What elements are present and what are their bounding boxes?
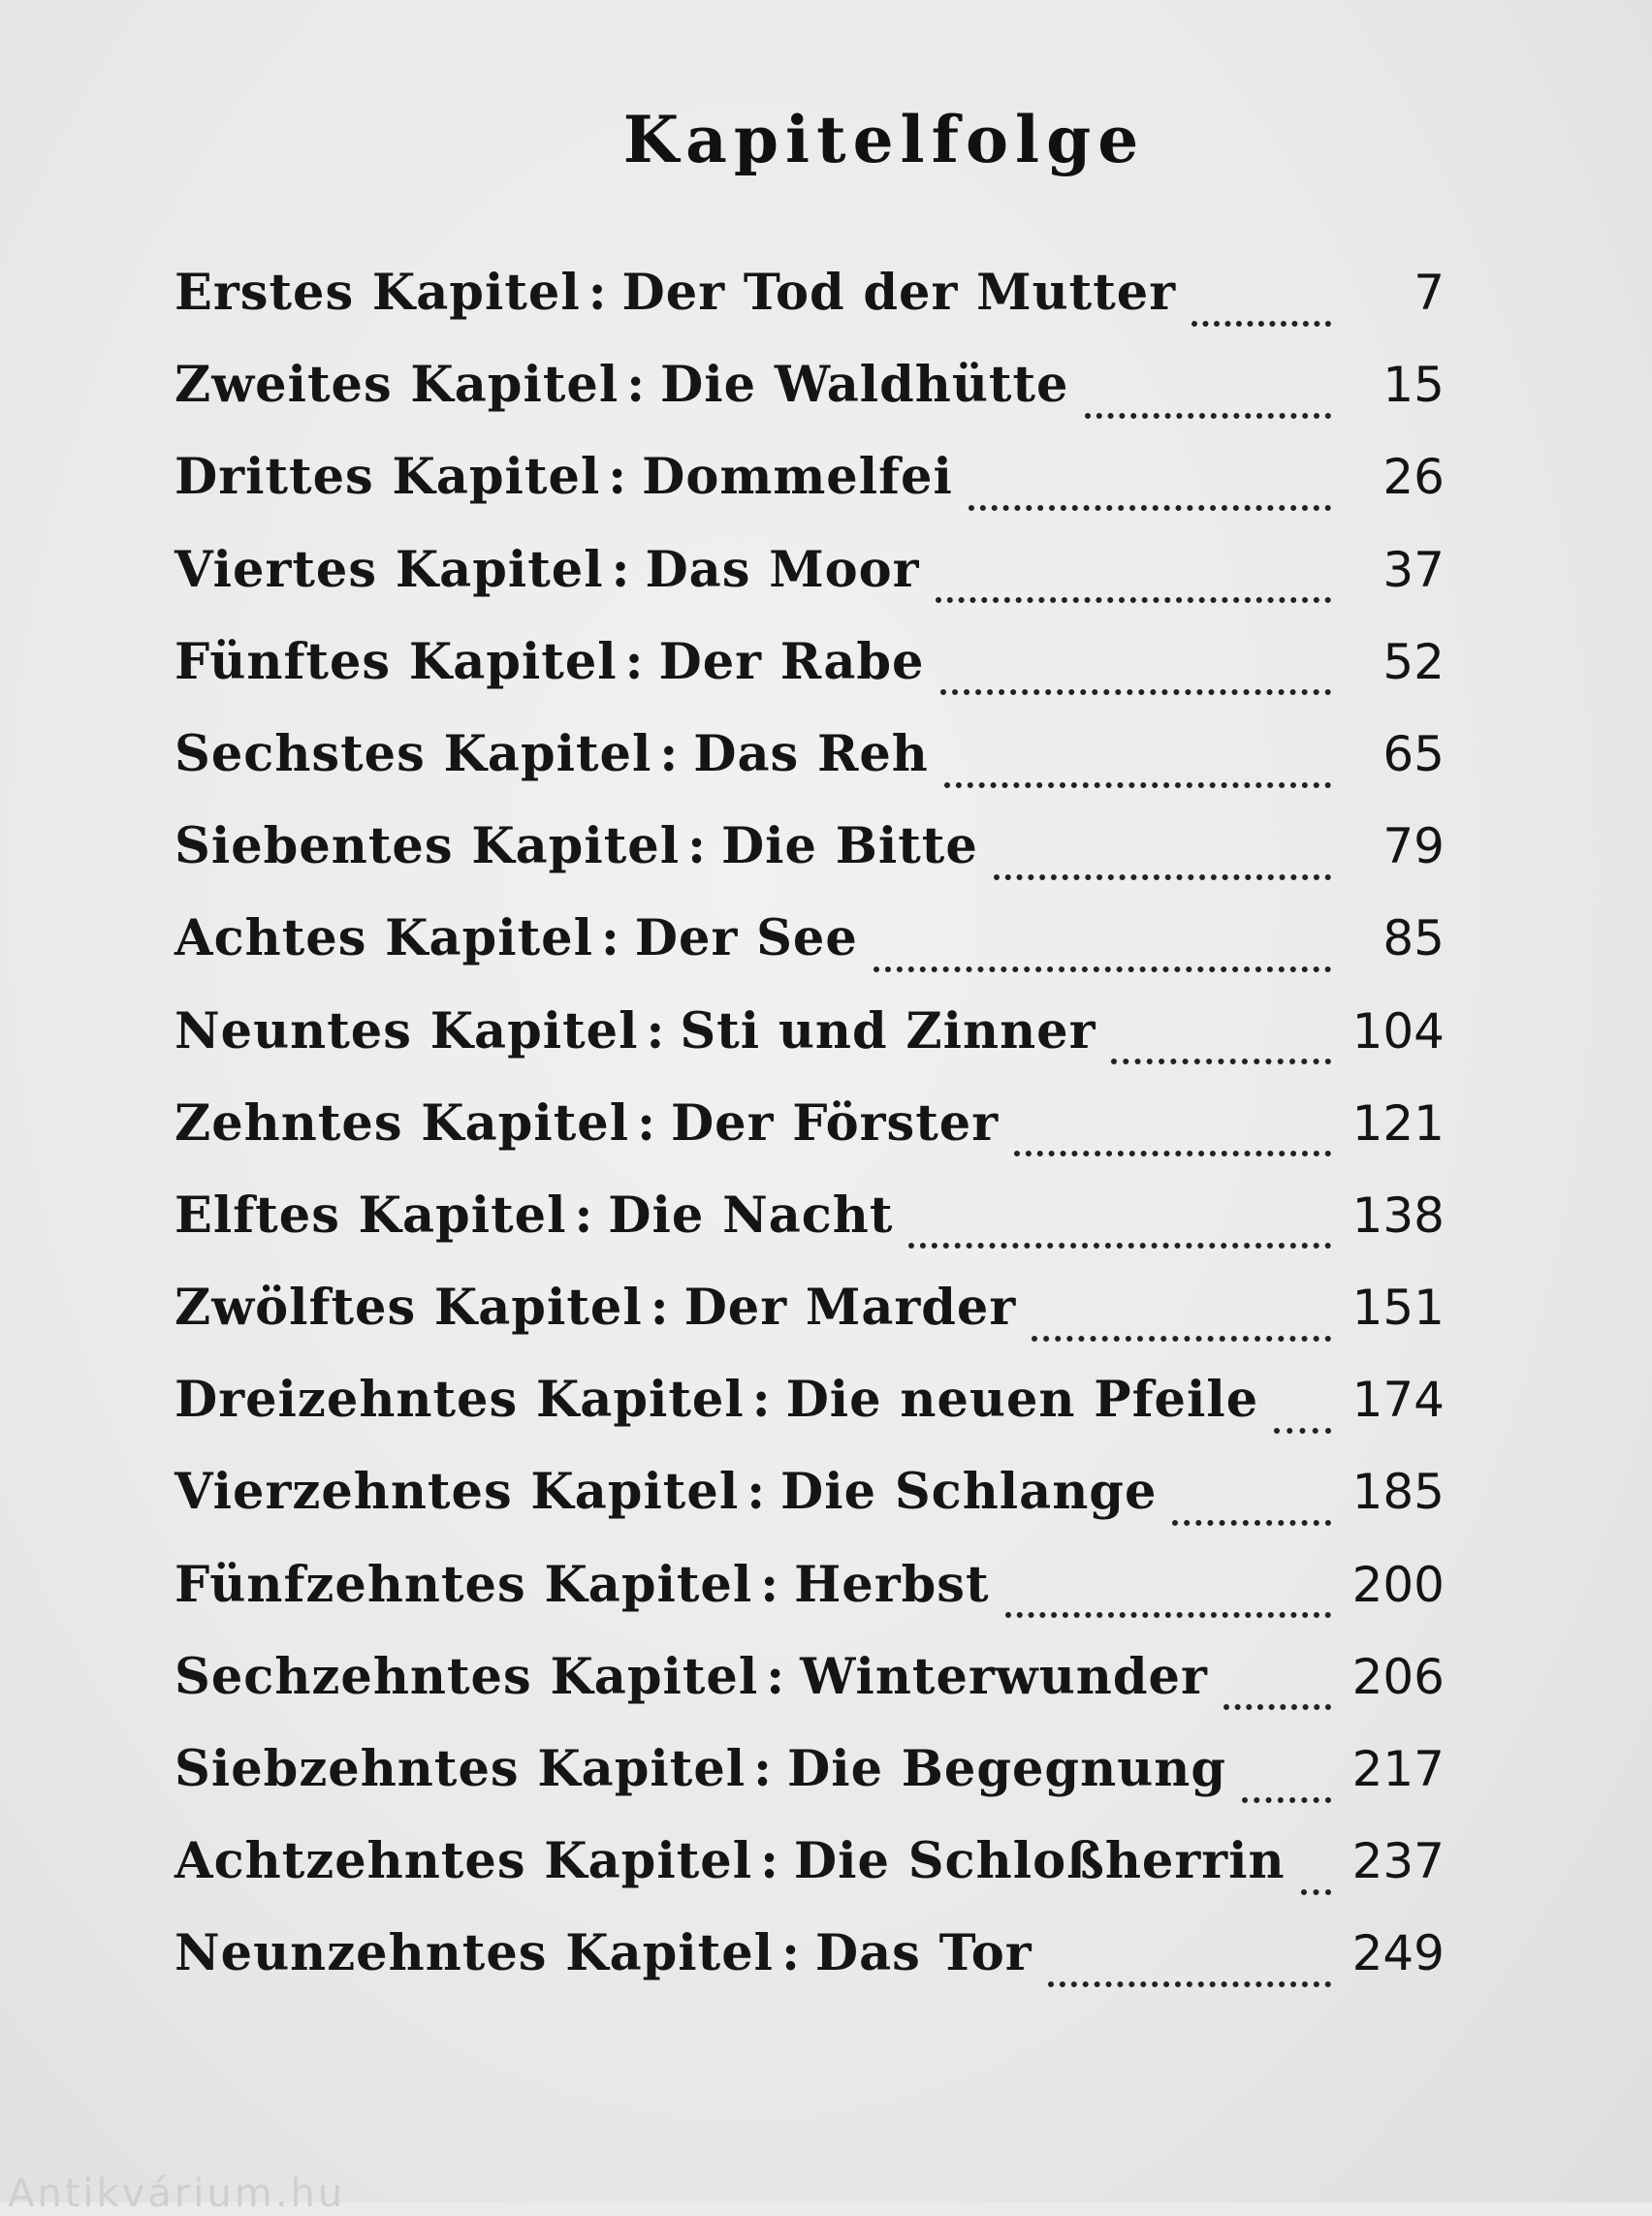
dot-leader [1048, 1981, 1331, 1987]
toc-entry [175, 264, 1445, 356]
separator: : [760, 1555, 779, 1614]
chapter-number: Elftes Kapitel [175, 1186, 567, 1245]
chapter-number: Vierzehntes Kapitel [175, 1463, 740, 1522]
chapter-title: Der Rabe [658, 632, 925, 691]
separator: : [751, 1371, 771, 1430]
chapter-title: Die neuen Pfeile [785, 1371, 1259, 1430]
dot-leader [1085, 413, 1332, 419]
page-number: 79 [1382, 818, 1445, 875]
dot-leader [969, 505, 1331, 511]
separator: : [637, 1093, 655, 1153]
dot-leader [1301, 1889, 1331, 1895]
page-number: 7 [1414, 265, 1445, 321]
chapter-number: Zehntes Kapitel [175, 1093, 630, 1153]
table-of-contents [175, 264, 1445, 2017]
page-number: 206 [1351, 1648, 1445, 1705]
chapter-title: Das Reh [693, 724, 929, 783]
chapter-number: Drittes Kapitel [175, 448, 601, 507]
separator: : [588, 264, 607, 322]
page-number: 217 [1351, 1741, 1445, 1797]
dot-leader [1223, 1704, 1331, 1710]
separator: : [753, 1740, 772, 1798]
chapter-title: Der Tod der Mutter [621, 264, 1177, 322]
separator: : [600, 909, 620, 968]
toc-entry [175, 1556, 1445, 1648]
toc-entry [175, 1832, 1445, 1924]
separator: : [611, 540, 630, 599]
page-number: 85 [1382, 910, 1445, 967]
dot-leader [944, 782, 1331, 788]
separator: : [747, 1463, 766, 1522]
toc-entry [175, 1187, 1445, 1279]
toc-entry [175, 356, 1445, 448]
chapter-title: Die Bitte [720, 817, 978, 876]
chapter-number: Erstes Kapitel [175, 264, 581, 322]
page-number: 52 [1382, 633, 1445, 690]
separator: : [574, 1186, 593, 1245]
page-number: 174 [1351, 1372, 1445, 1429]
chapter-number: Fünftes Kapitel [175, 632, 618, 691]
chapter-number: Viertes Kapitel [175, 540, 604, 599]
toc-entry [175, 909, 1445, 1001]
page-number: 249 [1351, 1925, 1445, 1982]
toc-entry [175, 541, 1445, 633]
chapter-number: Dreizehntes Kapitel [175, 1371, 745, 1430]
chapter-number: Neunzehntes Kapitel [175, 1924, 775, 1983]
toc-entry [175, 1002, 1445, 1094]
toc-entry [175, 1371, 1445, 1463]
chapter-number: Achtes Kapitel [175, 909, 593, 968]
separator: : [781, 1924, 800, 1983]
toc-entry [175, 817, 1445, 909]
toc-entry [175, 1279, 1445, 1371]
dot-leader [1032, 1336, 1331, 1342]
page-number: 37 [1382, 541, 1445, 598]
toc-entry [175, 725, 1445, 817]
page-title: Kapitelfolge [622, 102, 1146, 177]
dot-leader [994, 874, 1331, 880]
chapter-title: Die Schlange [780, 1463, 1158, 1522]
chapter-title: Winterwunder [800, 1647, 1208, 1706]
separator: : [650, 1279, 669, 1338]
toc-entry [175, 1463, 1445, 1555]
page-number: 26 [1382, 449, 1445, 506]
chapter-number: Sechstes Kapitel [175, 724, 652, 783]
dot-leader [1172, 1520, 1331, 1526]
page-number: 237 [1351, 1833, 1445, 1890]
separator: : [659, 724, 679, 783]
separator: : [760, 1832, 778, 1891]
separator: : [626, 356, 646, 415]
page-number: 104 [1351, 1002, 1445, 1060]
page-number: 185 [1351, 1464, 1445, 1521]
toc-entry [175, 1740, 1445, 1832]
chapter-number: Achtzehntes Kapitel [175, 1832, 753, 1891]
chapter-number: Neuntes Kapitel [175, 1001, 639, 1061]
dot-leader [1274, 1428, 1331, 1434]
chapter-number: Siebzehntes Kapitel [175, 1740, 747, 1798]
chapter-number: Zwölftes Kapitel [175, 1279, 643, 1338]
chapter-title: Die Waldhütte [660, 356, 1069, 415]
chapter-title: Der Marder [683, 1279, 1017, 1338]
dot-leader [940, 689, 1331, 695]
toc-entry [175, 1924, 1445, 2016]
chapter-title: Herbst [794, 1555, 990, 1614]
chapter-title: Die Nacht [608, 1186, 894, 1245]
chapter-title: Dommelfei [642, 448, 953, 507]
separator: : [624, 632, 644, 691]
dot-leader [1242, 1797, 1331, 1803]
chapter-number: Fünfzehntes Kapitel [175, 1555, 753, 1614]
chapter-title: Die Begegnung [786, 1740, 1226, 1798]
chapter-number: Sechzehntes Kapitel [175, 1647, 759, 1706]
page-number: 151 [1351, 1280, 1445, 1337]
dot-leader [1111, 1059, 1331, 1064]
chapter-title: Der See [634, 909, 858, 968]
toc-entry [175, 448, 1445, 540]
chapter-title: Sti und Zinner [680, 1001, 1096, 1061]
separator: : [646, 1001, 665, 1061]
dot-leader [936, 597, 1331, 603]
dot-leader [1014, 1151, 1331, 1156]
toc-entry [175, 633, 1445, 725]
dot-leader [874, 966, 1331, 972]
separator: : [766, 1647, 785, 1706]
page-number: 121 [1351, 1094, 1445, 1152]
page-number: 200 [1351, 1556, 1445, 1613]
dot-leader [1191, 321, 1331, 327]
separator: : [687, 817, 706, 876]
watermark: Antikvárium.hu [8, 2171, 346, 2216]
toc-entry [175, 1094, 1445, 1187]
chapter-title: Das Moor [645, 540, 920, 599]
dot-leader [1005, 1612, 1331, 1618]
separator: : [608, 448, 627, 507]
dot-leader [908, 1243, 1331, 1249]
chapter-number: Siebentes Kapitel [175, 817, 681, 876]
chapter-title: Das Tor [814, 1924, 1032, 1983]
chapter-title: Die Schloßherrin [793, 1832, 1286, 1891]
page-number: 138 [1351, 1187, 1445, 1244]
chapter-title: Der Förster [670, 1093, 1000, 1153]
page-number: 65 [1382, 725, 1445, 782]
toc-entry [175, 1648, 1445, 1740]
page-number: 15 [1382, 357, 1445, 414]
chapter-number: Zweites Kapitel [175, 356, 620, 415]
